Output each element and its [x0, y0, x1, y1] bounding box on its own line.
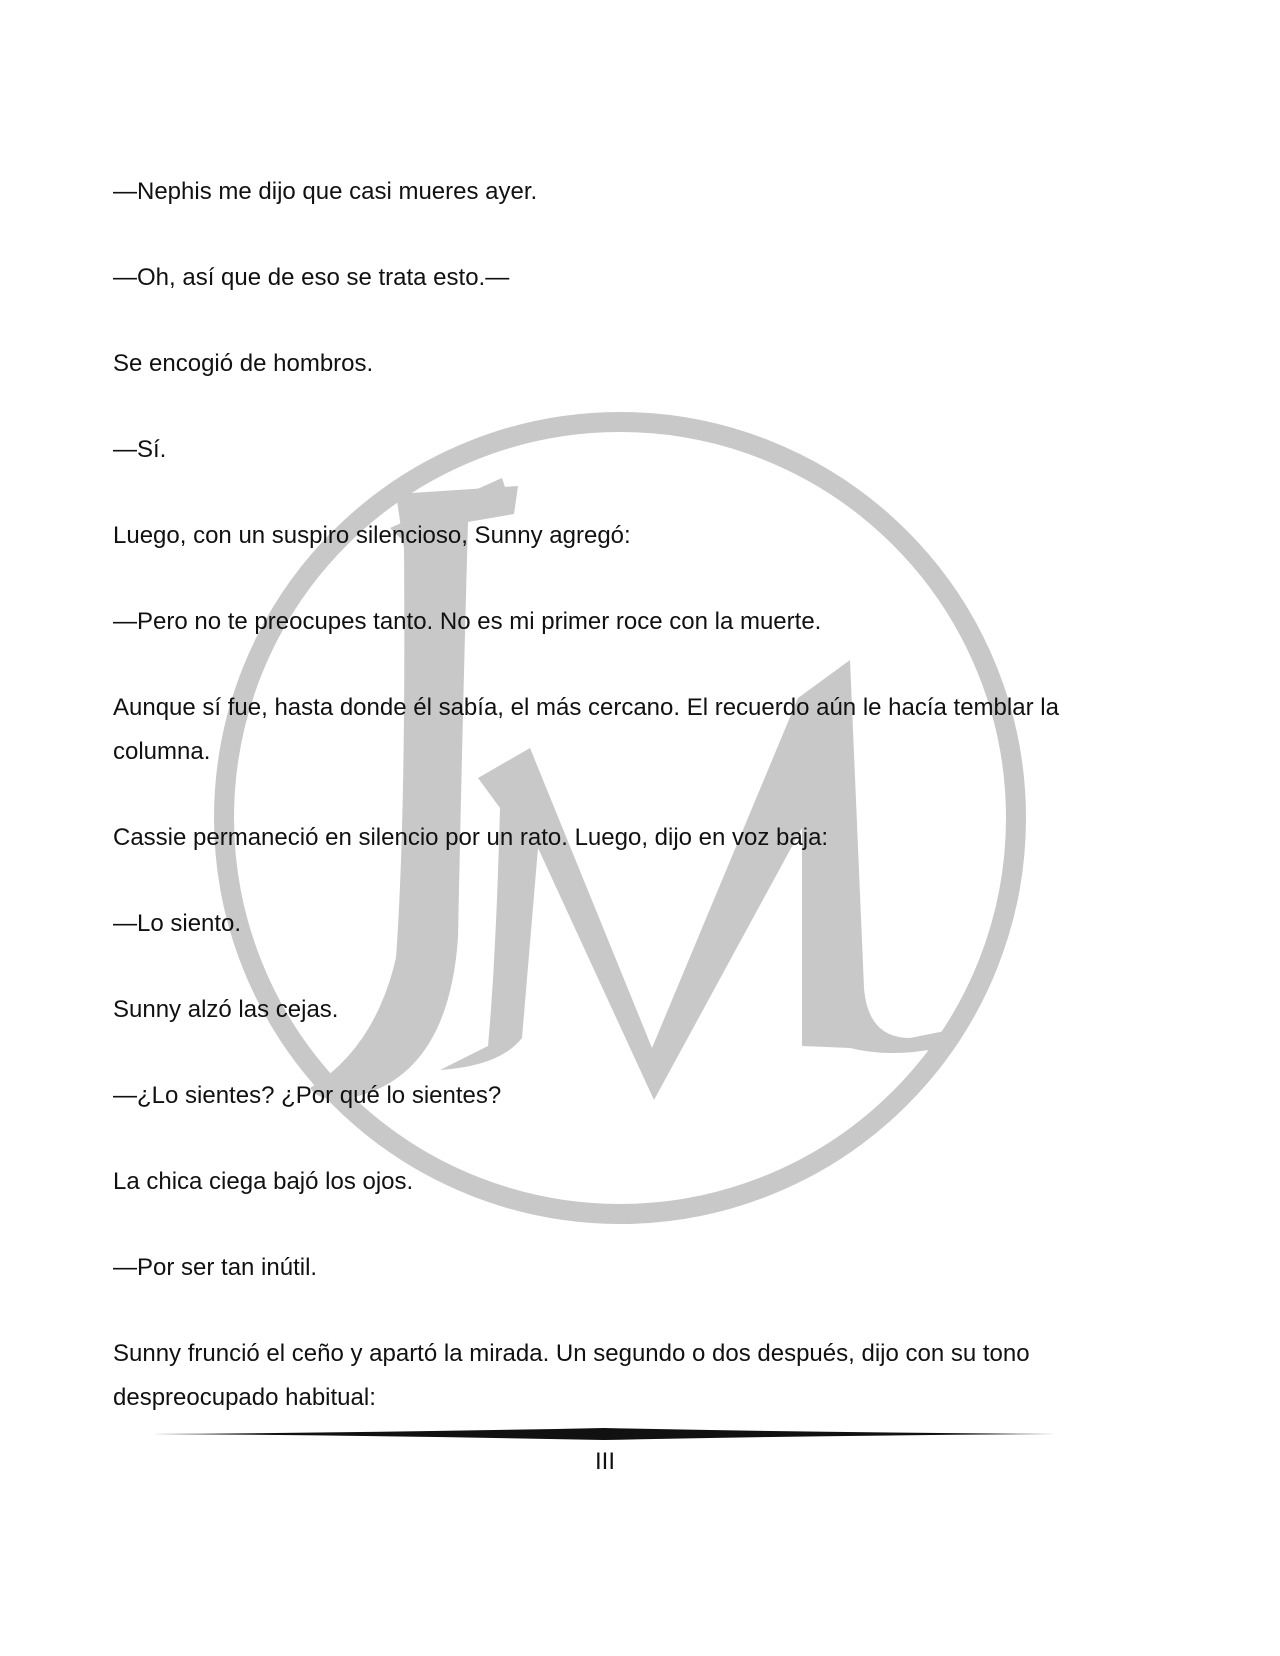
page-number: III — [594, 1448, 615, 1475]
paragraph: La chica ciega bajó los ojos. — [113, 1168, 414, 1195]
paragraph: Sunny alzó las cejas. — [113, 996, 339, 1023]
paragraph: Aunque sí fue, hasta donde él sabía, el más cercano. El recuerdo aún le hacía temblar la columna. — [113, 694, 1059, 765]
footer-divider — [152, 1428, 1056, 1440]
paragraph: Sunny frunció el ceño y apartó la mirada. Un segundo o dos después, dijo con su tono despreocupado habitual: — [113, 1340, 1030, 1411]
paragraph: —Por ser tan inútil. — [113, 1254, 318, 1281]
paragraph: Cassie permaneció en silencio por un rato. Luego, dijo en voz baja: — [113, 824, 829, 851]
paragraph: —¿Lo sientes? ¿Por qué lo sientes? — [113, 1082, 502, 1109]
paragraph: —Oh, así que de eso se trata esto.— — [113, 264, 510, 291]
paragraph: Se encogió de hombros. — [113, 350, 374, 377]
paragraph: —Nephis me dijo que casi mueres ayer. — [113, 178, 538, 205]
paragraph: Luego, con un suspiro silencioso, Sunny agregó: — [113, 522, 631, 549]
paragraph: —Lo siento. — [113, 910, 242, 937]
paragraph: —Pero no te preocupes tanto. No es mi primer roce con la muerte. — [113, 608, 822, 635]
page-text — [113, 170, 1103, 1462]
paragraph: —Sí. — [113, 436, 167, 463]
